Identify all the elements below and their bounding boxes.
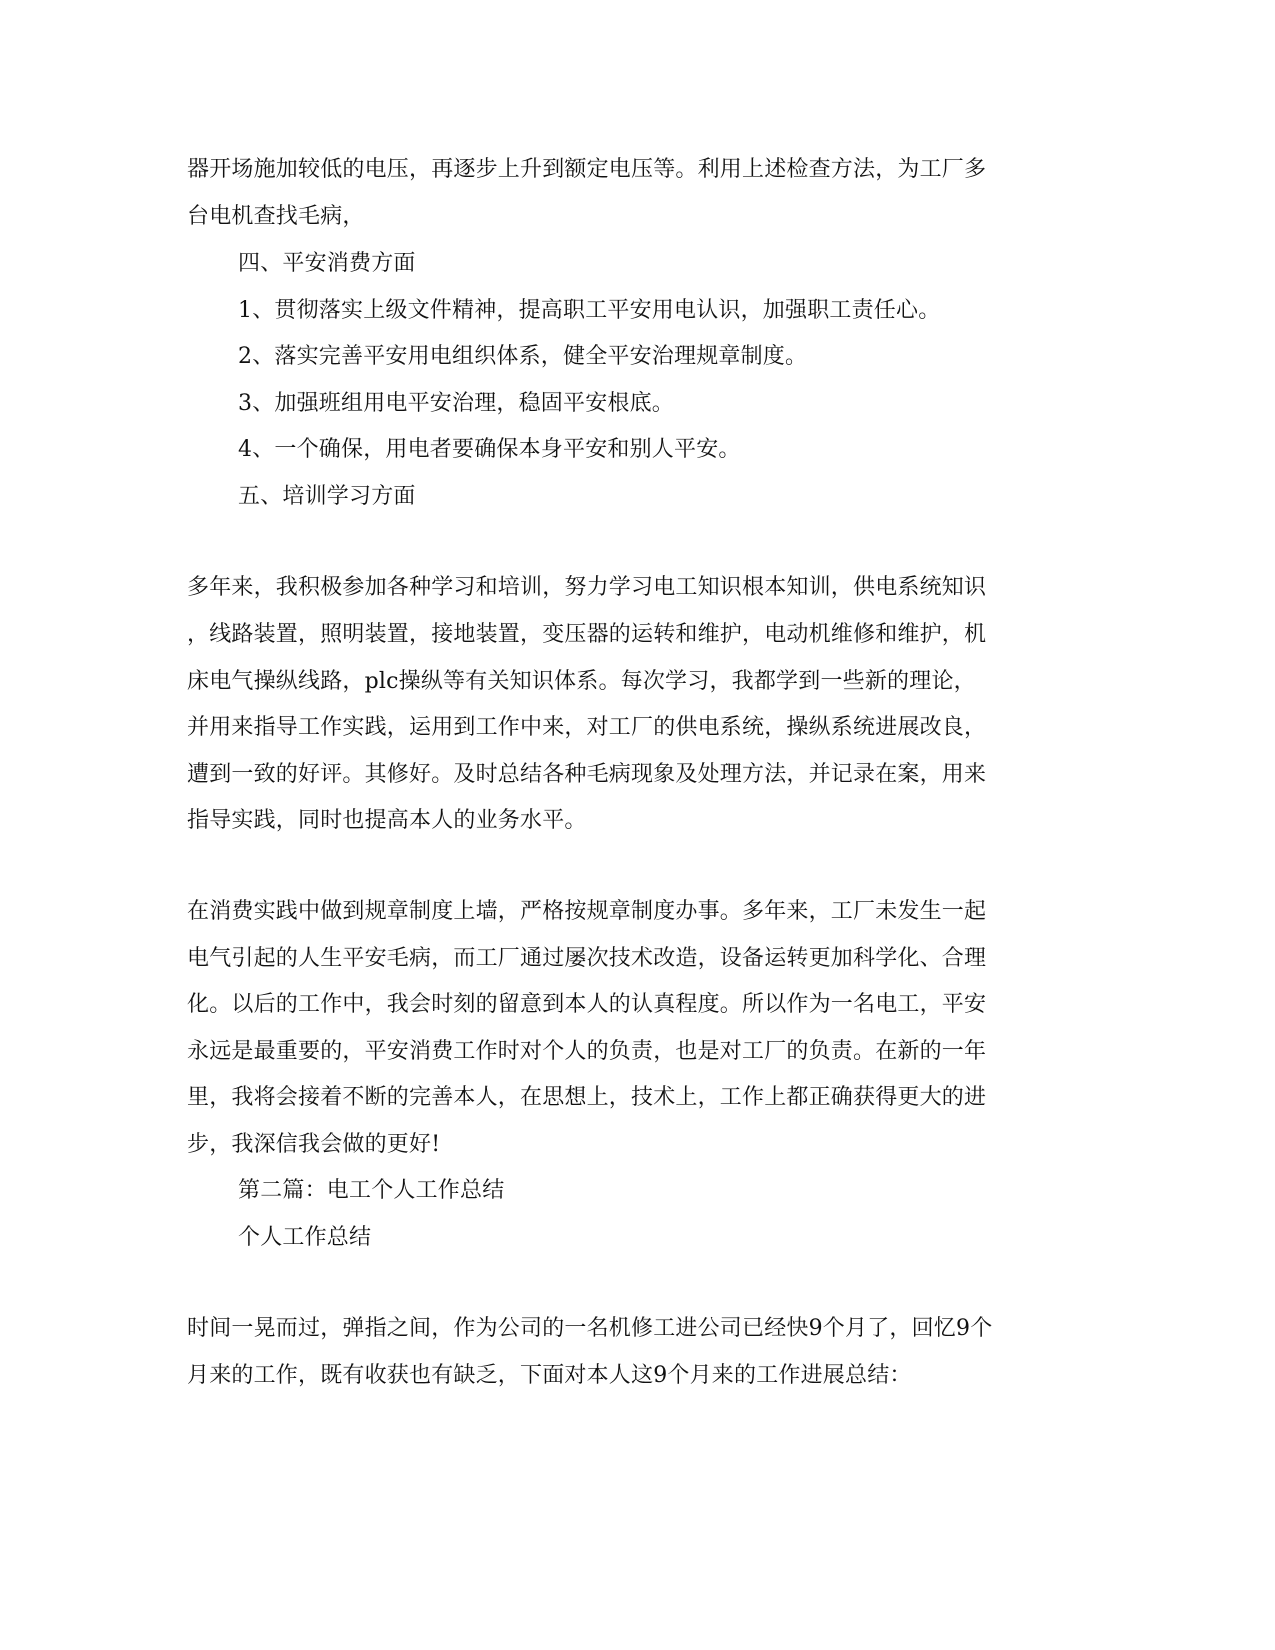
body-text-line: 台电机查找毛病，: [187, 204, 365, 229]
body-text-line: 并用来指导工作实践，运用到工作中来，对工厂的供电系统，操纵系统进展改良，: [187, 715, 987, 740]
body-text-line: 床电气操纵线路，plc操纵等有关知识体系。每次学习，我都学到一些新的理论，: [187, 669, 976, 694]
body-text-line: 化。以后的工作中，我会时刻的留意到本人的认真程度。所以作为一名电工，平安: [187, 992, 987, 1017]
body-text-line: 多年来，我积极参加各种学习和培训，努力学习电工知识根本知训，供电系统知识: [187, 575, 987, 600]
section-heading: 五、培训学习方面: [238, 484, 416, 509]
section-title: 个人工作总结: [238, 1225, 372, 1250]
body-text-line: 月来的工作，既有收获也有缺乏，下面对本人这9个月来的工作进展总结：: [187, 1363, 912, 1388]
section-heading: 四、平安消费方面: [238, 251, 416, 276]
body-text-line: 遭到一致的好评。其修好。及时总结各种毛病现象及处理方法，并记录在案，用来: [187, 762, 987, 787]
body-text-line: 指导实践，同时也提高本人的业务水平。: [187, 808, 587, 833]
body-text-line: 在消费实践中做到规章制度上墙，严格按规章制度办事。多年来，工厂未发生一起: [187, 899, 987, 924]
list-item: 1、贯彻落实上级文件精神，提高职工平安用电认识，加强职工责任心。: [238, 298, 941, 323]
chapter-title: 第二篇：电工个人工作总结: [238, 1178, 505, 1203]
body-text-line: 电气引起的人生平安毛病，而工厂通过屡次技术改造，设备运转更加科学化、合理: [187, 946, 987, 971]
body-text-line: ，线路装置，照明装置，接地装置，变压器的运转和维护，电动机维修和维护，机: [187, 622, 987, 647]
list-item: 2、落实完善平安用电组织体系，健全平安治理规章制度。: [238, 344, 808, 369]
list-item: 4、一个确保，用电者要确保本身平安和别人平安。: [238, 437, 741, 462]
body-text-line: 里，我将会接着不断的完善本人，在思想上，技术上，工作上都正确获得更大的进: [187, 1085, 987, 1110]
body-text-line: 时间一晃而过，弹指之间，作为公司的一名机修工进公司已经快9个月了，回忆9个: [187, 1316, 993, 1341]
list-item: 3、加强班组用电平安治理，稳固平安根底。: [238, 391, 674, 416]
body-text-line: 器开场施加较低的电压，再逐步上升到额定电压等。利用上述检查方法，为工厂多: [187, 157, 987, 182]
body-text-line: 步，我深信我会做的更好!: [187, 1132, 441, 1157]
body-text-line: 永远是最重要的，平安消费工作时对个人的负责，也是对工厂的负责。在新的一年: [187, 1039, 987, 1064]
